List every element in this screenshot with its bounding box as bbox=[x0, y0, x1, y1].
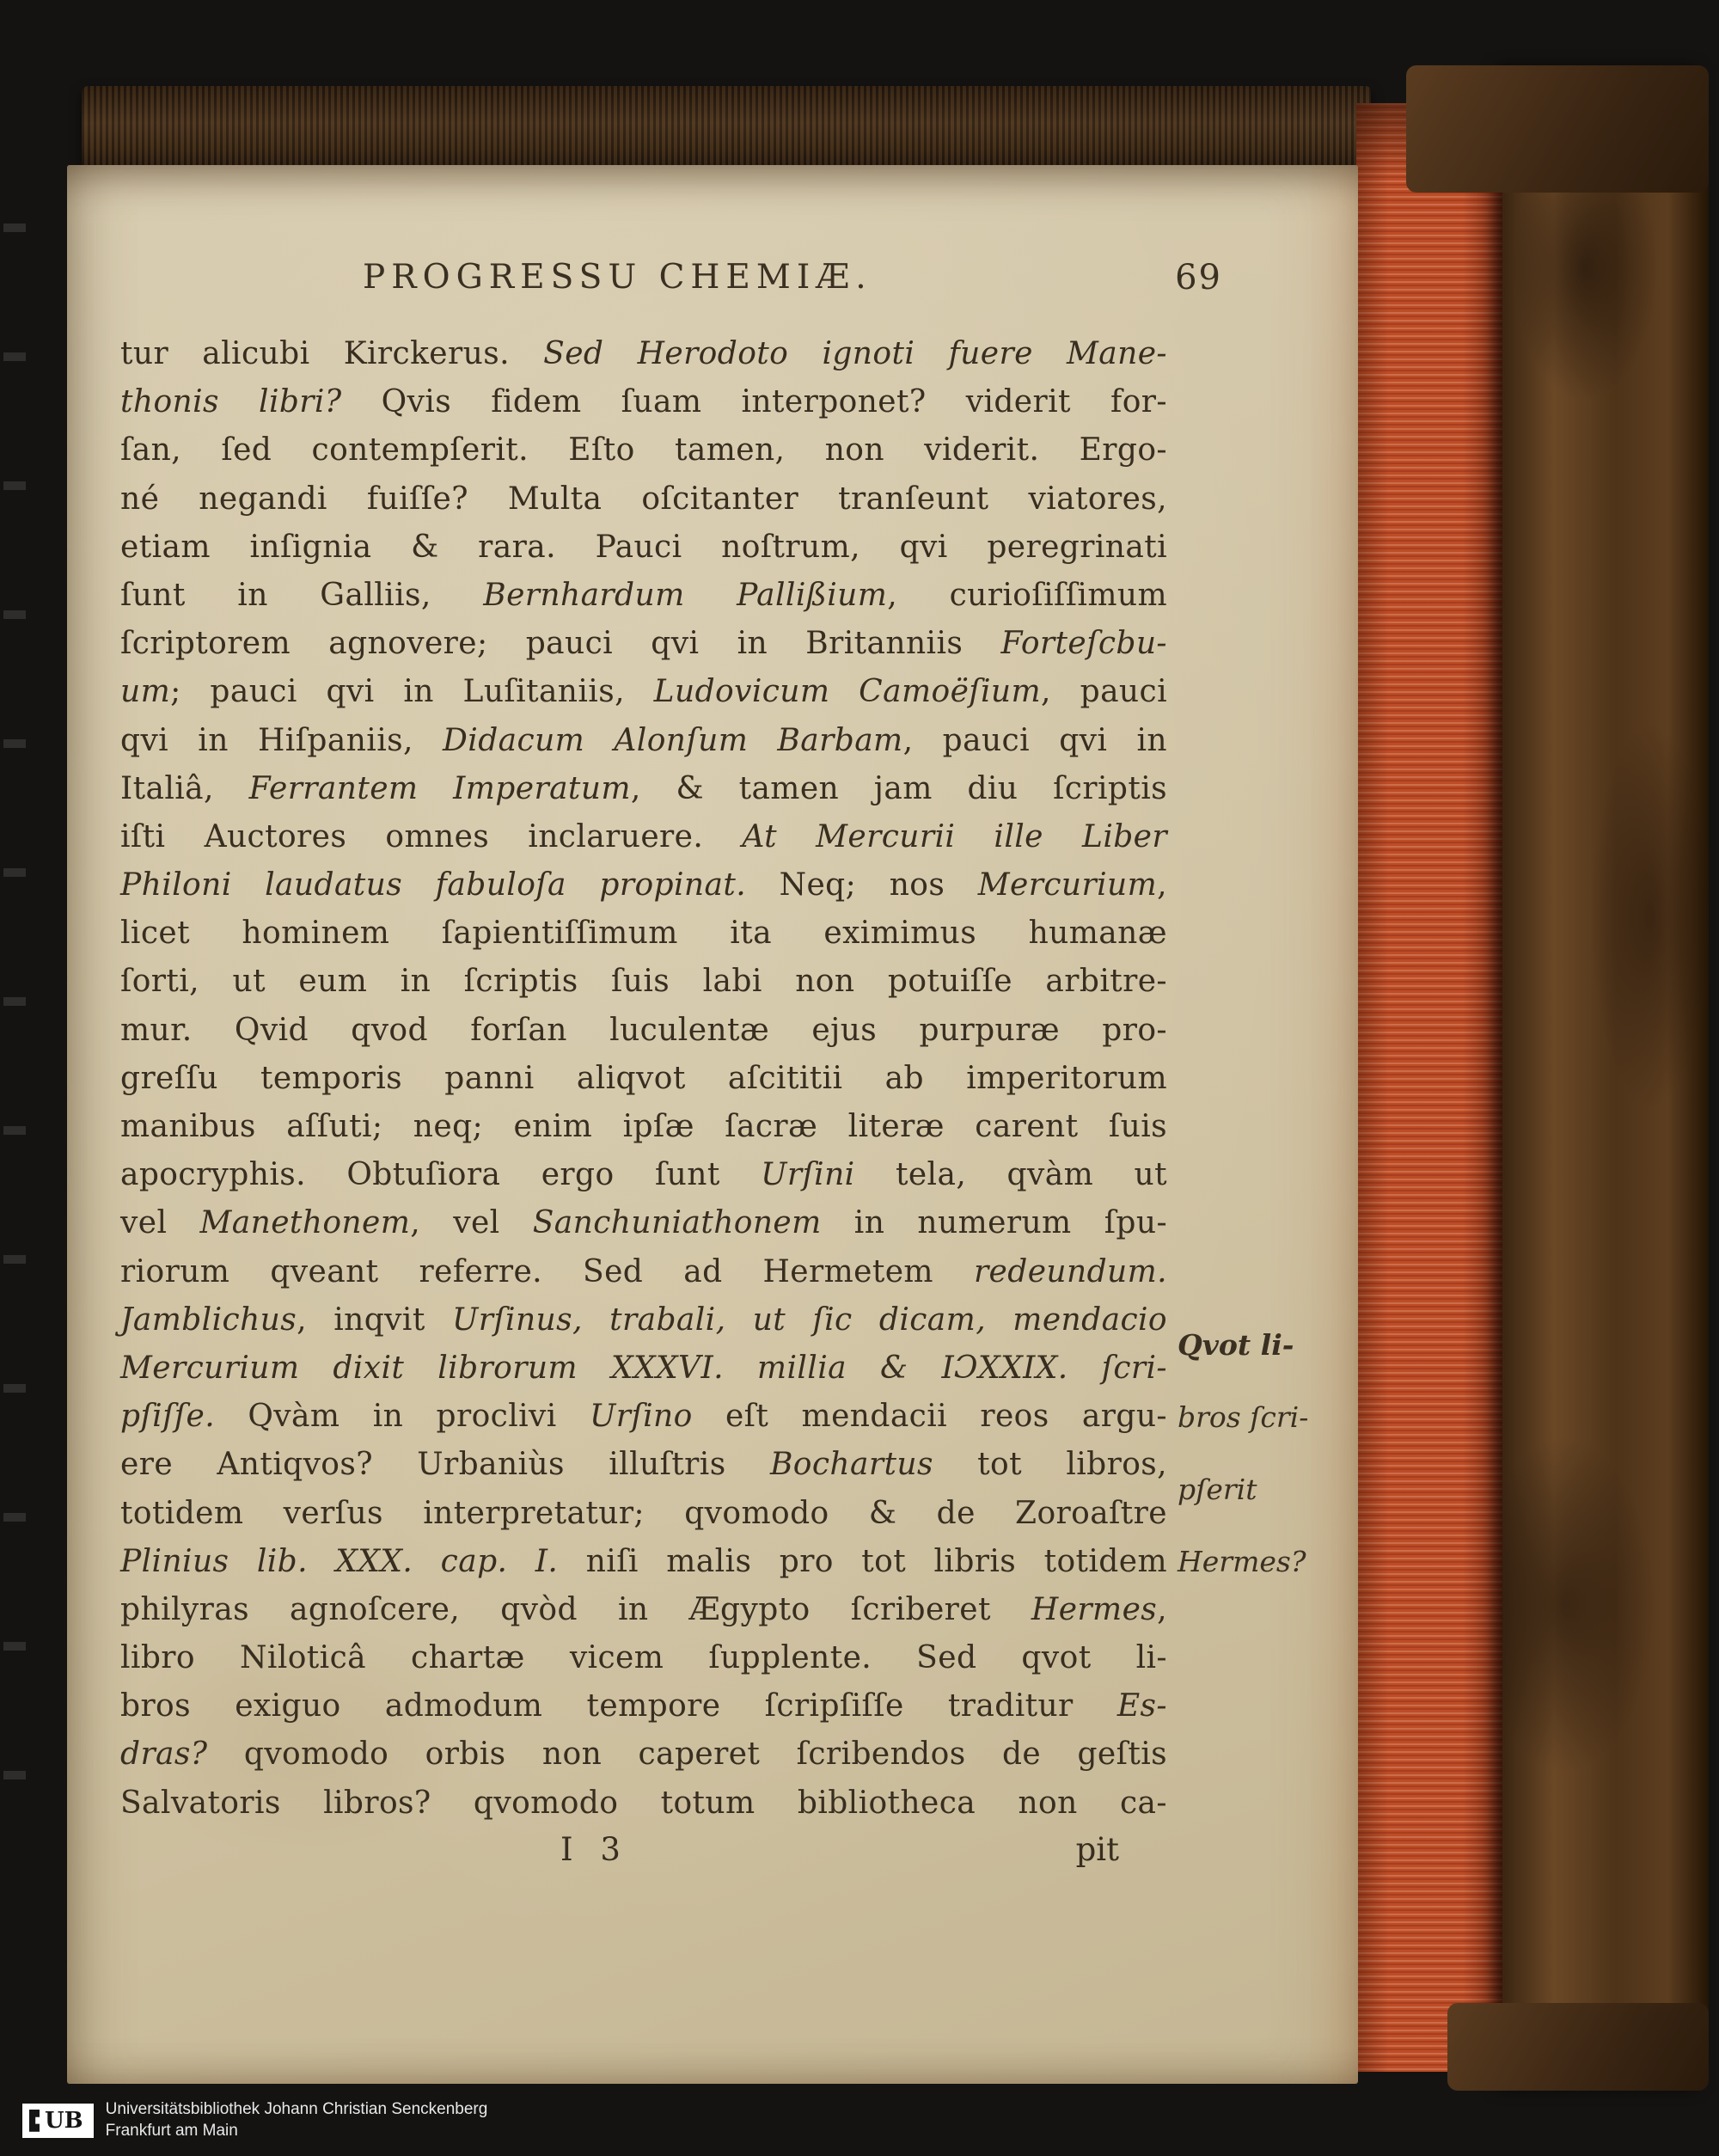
roman-segment: riorum qveant referre. Sed ad Hermetem bbox=[120, 1253, 974, 1289]
margin-note: pſerit bbox=[1178, 1473, 1257, 1506]
italic-segment: Bochartus bbox=[769, 1447, 933, 1483]
text-line bbox=[120, 620, 1167, 668]
italic-segment: dras? bbox=[120, 1736, 208, 1773]
italic-segment: Sanchuniathonem bbox=[532, 1205, 822, 1241]
running-title: PROGRESSU CHEMIÆ. bbox=[363, 258, 872, 297]
signature-mark: I 3 bbox=[560, 1831, 629, 1868]
roman-segment: bros exiguo admodum tempore ſcripſiſſe traditur bbox=[120, 1688, 1117, 1724]
roman-segment: licet hominem ſapientiſſimum ita eximimus humanæ bbox=[120, 916, 1167, 952]
roman-segment: tur alicubi Kirckerus. bbox=[120, 336, 544, 371]
catchword: pit bbox=[1075, 1831, 1119, 1868]
italic-segment: Ludovicum Camoëſium bbox=[653, 674, 1042, 710]
margin-notes bbox=[1178, 1324, 1355, 1583]
footer-bar bbox=[22, 2099, 487, 2141]
roman-segment: ſorti, ut eum in ſcriptis ſuis labi non potuiſſe arbitre- bbox=[120, 964, 1167, 1000]
book-top-edge bbox=[82, 86, 1371, 168]
italic-segment: At Mercurii ille Liber bbox=[742, 818, 1167, 854]
italic-segment: pſiſſe. bbox=[120, 1399, 216, 1435]
fore-edge bbox=[1356, 103, 1504, 2072]
library-name-line2: Frankfurt am Main bbox=[105, 2121, 238, 2140]
roman-segment: qvi in Hiſpaniis, bbox=[120, 722, 444, 758]
italic-segment: Mercurium dixit librorum XXXVI. millia & IƆXXIX. ſcri- bbox=[120, 1350, 1167, 1386]
roman-segment: in numerum ſpu- bbox=[821, 1205, 1168, 1241]
text-line bbox=[120, 1586, 1167, 1634]
text-line bbox=[120, 378, 1167, 426]
text-line bbox=[120, 910, 1167, 958]
italic-segment: Urſinus, trabali, ut ſic dicam, mendacio bbox=[451, 1302, 1167, 1338]
text-line bbox=[120, 524, 1167, 572]
text-line bbox=[120, 1538, 1167, 1586]
italic-segment: Manethonem bbox=[199, 1205, 411, 1241]
margin-note: Hermes? bbox=[1178, 1545, 1306, 1578]
ub-emblem-icon bbox=[29, 2110, 40, 2132]
roman-segment: eſt mendacii reos argu- bbox=[692, 1399, 1167, 1435]
italic-segment: Sed Herodoto ignoti fuere Mane- bbox=[543, 336, 1167, 371]
text-line bbox=[120, 330, 1167, 378]
italic-segment: Philoni laudatus fabuloſa propinat. bbox=[120, 867, 780, 903]
text-line bbox=[120, 1296, 1167, 1344]
text-line bbox=[120, 1490, 1167, 1538]
roman-segment: etiam inſignia & rara. Pauci noſtrum, qvi peregrinati bbox=[120, 529, 1167, 565]
signature-row bbox=[120, 1831, 1167, 1879]
roman-segment: libro Niloticâ chartæ vicem ſupplente. Sed qvot li- bbox=[120, 1640, 1167, 1676]
text-line bbox=[120, 1393, 1167, 1441]
roman-segment: apocryphis. Obtuſiora ergo ſunt bbox=[120, 1157, 762, 1193]
text-line bbox=[120, 475, 1167, 524]
text-line bbox=[120, 668, 1167, 716]
roman-segment: ſunt in Galliis, bbox=[120, 577, 484, 613]
library-logo bbox=[22, 2104, 94, 2138]
roman-segment: Qvàm in proclivi bbox=[215, 1399, 590, 1435]
leather-corner-bottom bbox=[1447, 2003, 1709, 2091]
roman-segment: , bbox=[1157, 867, 1167, 903]
italic-segment: Bernhardum Pallißium bbox=[483, 577, 888, 613]
roman-segment: Italiâ, bbox=[120, 770, 249, 806]
text-line bbox=[120, 1248, 1167, 1296]
text-line bbox=[120, 1055, 1167, 1103]
text-line bbox=[120, 1634, 1167, 1682]
text-line bbox=[120, 765, 1167, 813]
page-number: 69 bbox=[1175, 258, 1222, 297]
italic-segment: Hermes bbox=[1031, 1591, 1158, 1627]
italic-segment: Es- bbox=[1116, 1688, 1167, 1724]
roman-segment: né negandi fuiſſe? Multa oſcitanter tranſeunt viatores, bbox=[120, 481, 1167, 517]
text-line bbox=[120, 1441, 1167, 1489]
italic-segment: Forteſcbu- bbox=[1000, 626, 1167, 662]
margin-note: Qvot li- bbox=[1178, 1328, 1294, 1362]
italic-segment: um bbox=[120, 674, 171, 710]
italic-segment: Mercurium bbox=[977, 867, 1158, 903]
roman-segment: , pauci bbox=[1041, 674, 1167, 710]
text-line bbox=[120, 1103, 1167, 1151]
roman-segment: qvomodo orbis non caperet ſcribendos de geſtis bbox=[207, 1736, 1167, 1773]
page-header bbox=[120, 258, 1234, 303]
roman-segment: Qvis fidem ſuam interponet? viderit for- bbox=[381, 384, 1167, 420]
italic-segment: Ferrantem Imperatum bbox=[248, 770, 631, 806]
text-line bbox=[120, 426, 1167, 475]
ub-logo-text: UB bbox=[45, 2107, 83, 2134]
roman-segment: , & tamen jam diu ſcriptis bbox=[630, 770, 1167, 806]
italic-segment: Jamblichus bbox=[120, 1302, 297, 1338]
italic-segment: Plinius lib. XXX. cap. I. bbox=[120, 1543, 559, 1579]
text-line bbox=[120, 1151, 1167, 1199]
text-block bbox=[120, 330, 1167, 1828]
roman-segment: tela, qvàm ut bbox=[854, 1157, 1167, 1193]
text-line bbox=[120, 1779, 1167, 1828]
film-edge-marks bbox=[3, 224, 26, 1857]
text-line bbox=[120, 1007, 1167, 1055]
roman-segment: manibus aſſuti; neq; enim ipſæ ſacræ literæ carent ſuis bbox=[120, 1109, 1167, 1144]
roman-segment: totidem verſus interpretatur; qvomodo & de Zoroaſtre bbox=[120, 1495, 1167, 1531]
leather-corner-top bbox=[1406, 65, 1709, 193]
roman-segment: tot libros, bbox=[933, 1447, 1168, 1483]
text-line bbox=[120, 813, 1167, 861]
roman-segment: niſi malis pro tot libris totidem bbox=[558, 1543, 1167, 1579]
roman-segment: ; pauci qvi in Luſitaniis, bbox=[170, 674, 654, 710]
text-line bbox=[120, 717, 1167, 765]
library-name-line1: Universitätsbibliothek Johann Christian Senckenberg bbox=[105, 2100, 488, 2118]
italic-segment: thonis libri? bbox=[120, 384, 382, 420]
italic-segment: Urſini bbox=[761, 1157, 855, 1193]
roman-segment: , bbox=[1157, 1591, 1167, 1627]
roman-segment: ſcriptorem agnovere; pauci qvi in Britanniis bbox=[120, 626, 1001, 662]
roman-segment: vel bbox=[120, 1205, 200, 1241]
margin-note: bros ſcri- bbox=[1178, 1400, 1309, 1434]
italic-segment: redeundum. bbox=[973, 1253, 1167, 1289]
roman-segment: iſti Auctores omnes inclaruere. bbox=[120, 818, 743, 854]
library-name bbox=[106, 2099, 488, 2141]
roman-segment: , inqvit bbox=[297, 1302, 452, 1338]
roman-segment: Salvatoris libros? qvomodo totum bibliotheca non ca- bbox=[120, 1785, 1167, 1821]
text-line bbox=[120, 572, 1167, 620]
roman-segment: , pauci qvi in bbox=[902, 722, 1167, 758]
text-line bbox=[120, 1730, 1167, 1779]
leather-binding bbox=[1502, 65, 1709, 2091]
roman-segment: , curioſiſſimum bbox=[887, 577, 1168, 613]
text-line bbox=[120, 1344, 1167, 1393]
roman-segment: mur. Qvid qvod forſan luculentæ ejus purpuræ pro- bbox=[120, 1012, 1167, 1048]
roman-segment: greſſu temporis panni aliqvot aſcititii ab imperitorum bbox=[120, 1060, 1167, 1096]
roman-segment: Neq; nos bbox=[779, 867, 978, 903]
roman-segment: philyras agnoſcere, qvòd in Ægypto ſcriberet bbox=[120, 1591, 1031, 1627]
text-line bbox=[120, 1199, 1167, 1247]
italic-segment: Didacum Alonſum Barbam bbox=[443, 722, 903, 758]
text-line bbox=[120, 861, 1167, 910]
roman-segment: ſan, ſed contempſerit. Eſto tamen, non viderit. Ergo- bbox=[120, 432, 1167, 469]
roman-segment: , vel bbox=[410, 1205, 533, 1241]
text-line bbox=[120, 1682, 1167, 1730]
text-line bbox=[120, 958, 1167, 1006]
roman-segment: ere Antiqvos? Urbaniùs illuſtris bbox=[120, 1447, 770, 1483]
book-page bbox=[67, 165, 1358, 2084]
italic-segment: Urſino bbox=[590, 1399, 693, 1435]
